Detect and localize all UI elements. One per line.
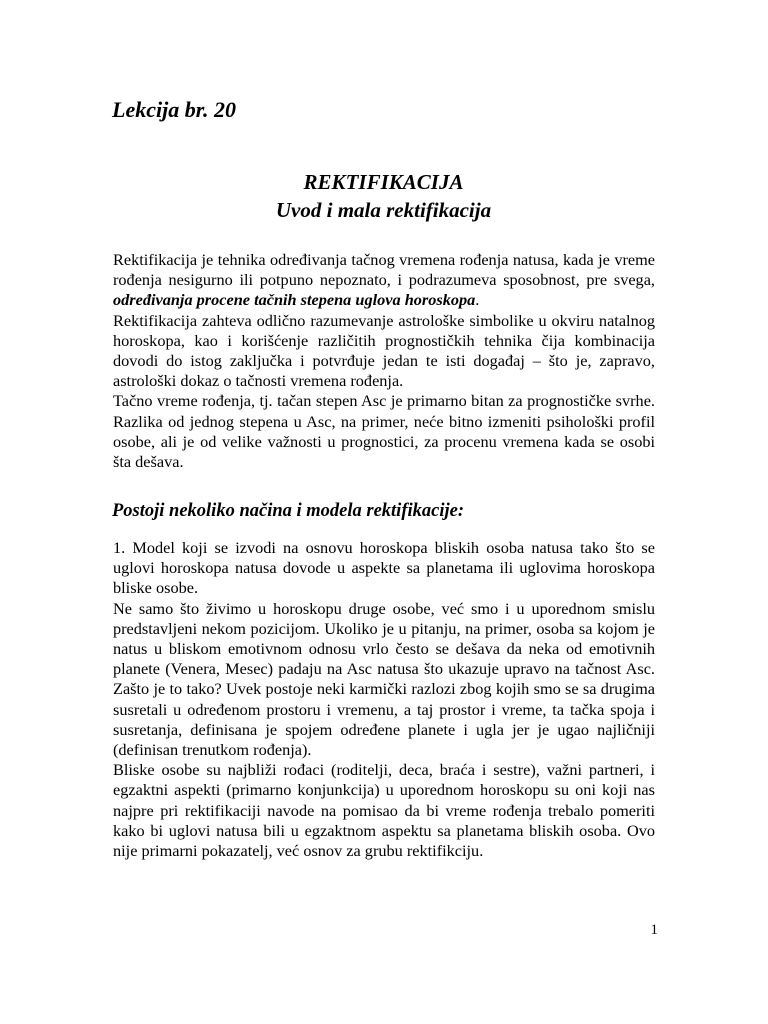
intro-paragraph-1-text: Rektifikacija je tehnika određivanja tačnog vremena rođenja natusa, kada je vreme rođenja nesigurno ili potpuno nepoznato, i podrazumeva sposobnost, pre svega, [113,250,655,290]
section-paragraph-3: Bliske osobe su najbliži rođaci (roditelji, deca, braća i sestre), važni partneri, i egzaktni aspekti (primarno konjunkcija) u uporednom horoskopu su oni koji nas najpre pri rektifikaciji navode na pomisao da bi vreme rođenja trebalo pomeriti kako bi uglovi natusa bili u egzaktnom aspektu sa planetama bliskih osoba. Ovo nije primarni pokazatelj, već osnov za grubu rektifikciju. [113,760,655,861]
document-subtitle: Uvod i mala rektifikacija [275,198,492,222]
page-number: 1 [650,922,658,938]
intro-paragraph-2: Rektifikacija zahteva odlično razumevanje astrološke simbolike u okviru natalnog horoskopa, kao i korišćenje različitih prognostičkih tehnika čija kombinacija dovodi do istog zaključka i potvrđuje jedan te isti događaj – što je, zapravo, astrološki dokaz o tačnosti vremena rođenja. [113,310,655,391]
section-paragraph-1: 1. Model koji se izvodi na osnovu horoskopa bliskih osoba natusa tako što se uglovi horoskopa natusa dovode u aspekte sa planetama ili uglovima horoskopa bliske osobe. [113,538,655,598]
intro-section [113,250,655,472]
models-section [113,538,655,861]
section-heading: Postoji nekoliko načina i modela rektifikacije: [112,501,464,521]
intro-emphasis: određivanja procene tačnih stepena uglova horoskopa [113,290,476,310]
intro-paragraph-1-end: . [475,290,480,310]
document-title: REKTIFIKACIJA [303,170,464,194]
section-paragraph-2: Ne samo što živimo u horoskopu druge osobe, već smo i u uporednom smislu predstavljeni nekom pozicijom. Ukoliko je u pitanju, na primer, osoba sa kojom je natus u bliskom emotivnom odnosu vrlo često se dešava da neka od emotivnih planete (Venera, Mesec) padaju na Asc natusa što ukazuje upravo na tačnost Asc. Zašto je to tako? Uvek postoje neki karmički razlozi zbog kojih smo se sa drugima susretali u određenom prostoru i vremenu, a taj prostor i vreme, ta tačka spoja i susretanja, definisana je spojem određene planete i ugla jer je ugao najličniji (definisan trenutkom rođenja). [113,598,655,760]
intro-paragraph-1 [113,250,655,311]
intro-paragraph-3: Tačno vreme rođenja, tj. tačan stepen Asc je primarno bitan za prognostičke svrhe. Razlika od jednog stepena u Asc, na primer, neće bitno izmeniti psihološki profil osobe, ali je od velike važnosti u prognostici, za procenu vremena kada se osobi šta dešava. [113,391,655,472]
lesson-title: Lekcija br. 20 [112,97,237,122]
title-block [112,168,655,224]
